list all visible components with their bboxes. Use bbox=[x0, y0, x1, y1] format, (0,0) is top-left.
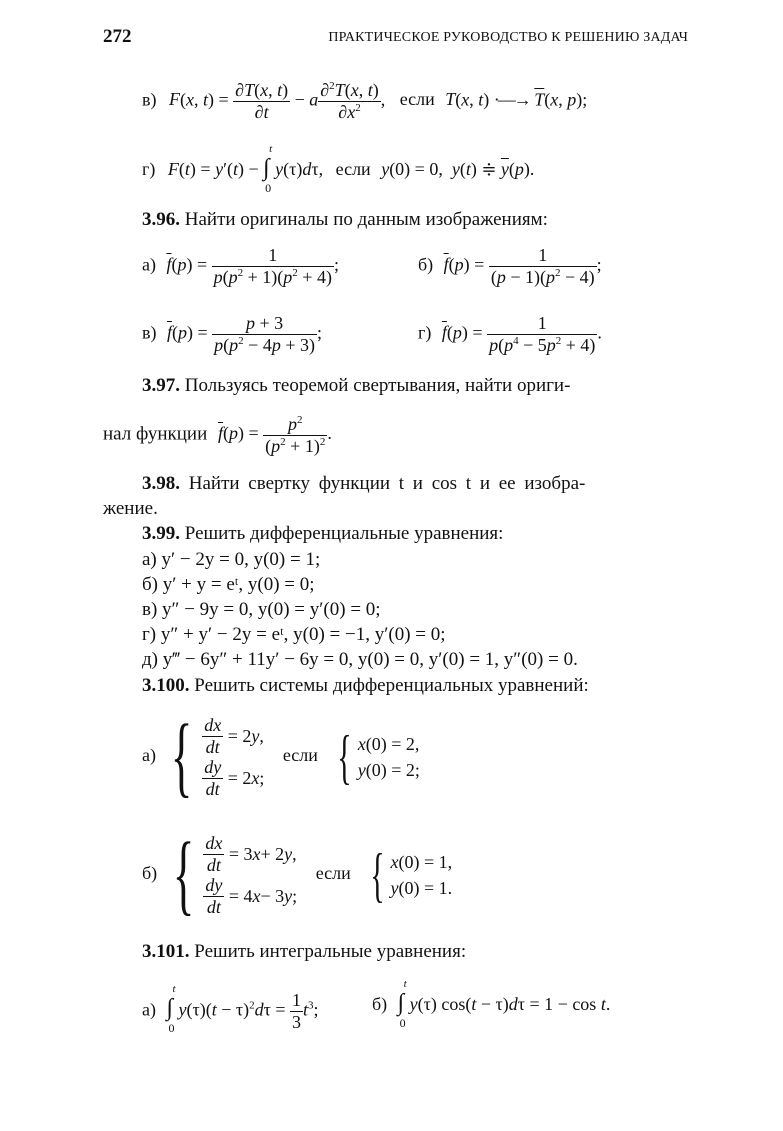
problem-3-96 bbox=[142, 209, 548, 231]
formula-396v: в) $\overline{f}(p)$ = $\frac{p + 3}{p(p^2 - 4p + 3)}$ ; bbox=[142, 313, 322, 355]
problem-number: 3.100. bbox=[142, 675, 190, 696]
esli-word: если bbox=[282, 745, 318, 766]
running-title: ПРАКТИЧЕСКОЕ РУКОВОДСТВО К РЕШЕНИЮ ЗАДАЧ bbox=[328, 30, 688, 45]
formula-396g: г) $\overline{f}(p)$ = $\frac{1}{p(p^4 - 5p^2 + 4)}$ . bbox=[418, 313, 602, 355]
esli-word: если bbox=[399, 89, 435, 110]
page-number: 272 bbox=[103, 26, 132, 47]
item-label: г) bbox=[142, 159, 156, 179]
item-label: б) bbox=[372, 994, 388, 1014]
item-label: в) bbox=[142, 89, 157, 110]
integral-eq-a: а) t ∫ 0 $y(\tau)(t - \tau)^2d\tau$ = $\frac{1}{3}$ $t^3$; bbox=[142, 983, 319, 1036]
integral-eq-b: б) t ∫ 0 y(τ) cos(t − τ)dτ = 1 − cos t. bbox=[372, 978, 611, 1030]
problem-3-98 bbox=[142, 473, 585, 495]
problem-text: Решить системы дифференциальных уравнений: bbox=[194, 675, 589, 696]
item-label: г) bbox=[418, 322, 432, 343]
system-b: б) { $\frac{dx}{dt}$ = 3 x + 2 y , $\frac{dy}{dt}$ = 4 x − 3 y ; если { x (0) = 1, y (0) = 1. bbox=[142, 825, 453, 924]
problem-number: 3.96. bbox=[142, 209, 180, 230]
problem-text: Решить интегральные уравнения: bbox=[194, 941, 467, 962]
equation-line: д) y‴ − 6y″ + 11y′ − 6y = 0, y(0) = 0, y′(0) = 1, y″(0) = 0. bbox=[142, 649, 578, 670]
system-a: а) { $\frac{dx}{dt}$ = 2 y , $\frac{dy}{dt}$ = 2 x ; если { x (0) = 2, y (0) = 2; bbox=[142, 707, 420, 806]
problem-3-100 bbox=[142, 675, 589, 697]
problem-text: нал функции bbox=[103, 423, 208, 445]
formula-396a: а) $\overline{f}(p)$ = $\frac{1}{p(p^2 + 1)(p^2 + 4)}$ ; bbox=[142, 245, 339, 287]
item-label: а) bbox=[142, 999, 156, 1020]
formula-v: в) F(x, t) = $\frac{\partial T(x, t)}{\partial t}$ − a $\frac{\partial^2T(x, t)}{\partial x^2}$ , если T(x, t) ·—→ $\overline{T}(x$, p); bbox=[142, 80, 588, 122]
problem-3-97-cont: нал функции $\overline{f}(p)$ = $\frac{p^2}{(p^2 + 1)^2}$ . bbox=[103, 414, 332, 456]
item-label: а) bbox=[142, 254, 156, 275]
formula-396b: б) $\overline{f}(p)$ = $\frac{1}{(p - 1)(p^2 - 4)}$ ; bbox=[418, 245, 602, 287]
item-label: б) bbox=[418, 254, 434, 275]
problem-3-101 bbox=[142, 941, 466, 963]
problem-text: Найти свертку функции t и cos t и ее изобра- bbox=[188, 473, 586, 494]
equation-line: б) y′ + y = eᵗ, y(0) = 0; bbox=[142, 574, 315, 595]
problem-number: 3.97. bbox=[142, 375, 180, 396]
problem-number: 3.98. bbox=[142, 473, 180, 494]
problem-number: 3.99. bbox=[142, 523, 180, 544]
item-label: в) bbox=[142, 322, 157, 343]
problem-3-99 bbox=[142, 523, 503, 545]
problem-text: Найти оригиналы по данным изображениям: bbox=[184, 209, 548, 230]
esli-word: если bbox=[335, 159, 371, 179]
equation-line: г) y″ + y′ − 2y = eᵗ, y(0) = −1, y′(0) = 0; bbox=[142, 624, 446, 645]
problem-text: Решить дифференциальные уравнения: bbox=[184, 523, 504, 544]
problem-text: Пользуясь теоремой свертывания, найти ориги- bbox=[184, 375, 571, 396]
item-label: а) bbox=[142, 745, 156, 766]
item-label: б) bbox=[142, 863, 158, 884]
equation-line: а) y′ − 2y = 0, y(0) = 1; bbox=[142, 549, 321, 570]
problem-number: 3.101. bbox=[142, 941, 190, 962]
equation-line: в) y″ − 9y = 0, y(0) = y′(0) = 0; bbox=[142, 599, 381, 620]
esli-word: если bbox=[315, 863, 351, 884]
problem-3-97 bbox=[142, 375, 570, 397]
formula-g: г) F(t) = y′(t) − t ∫ 0 y(τ)dτ, если y(0) = 0, y(t) ≑ $\overline{y}(p)$. bbox=[142, 143, 535, 195]
problem-3-98-cont: жение. bbox=[103, 498, 158, 519]
